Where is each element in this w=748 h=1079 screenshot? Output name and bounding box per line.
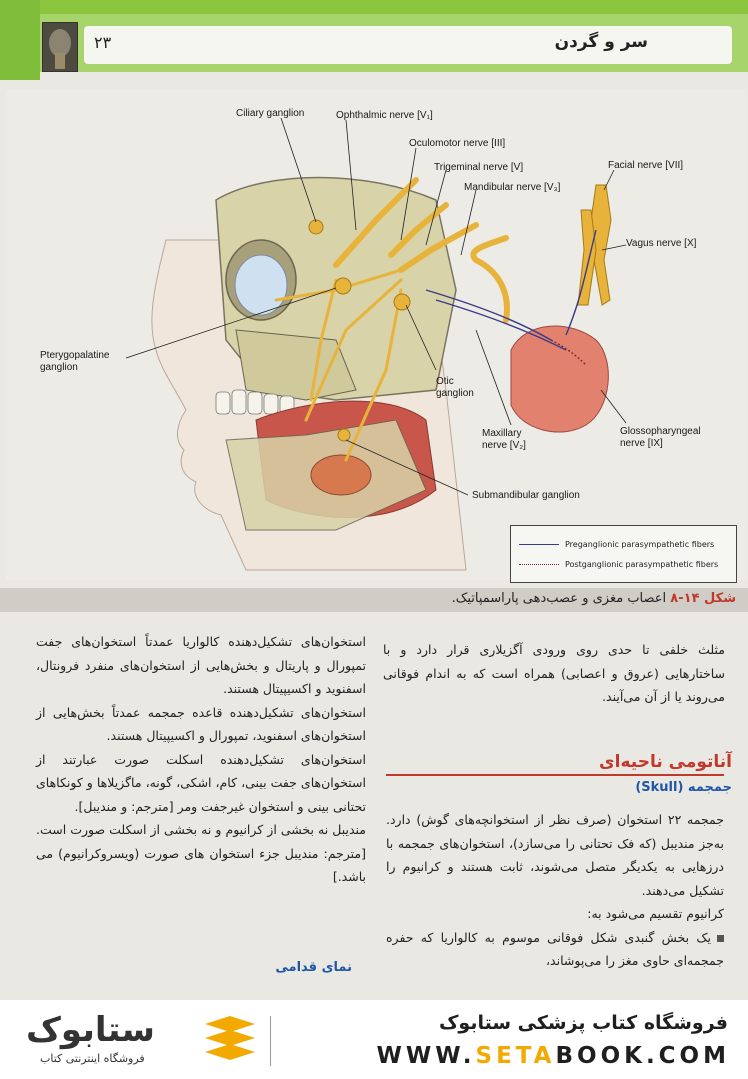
store-url-suffix: BOOK.COM bbox=[555, 1043, 730, 1069]
label-pterygopalatine-line1: Pterygopalatine bbox=[40, 350, 110, 361]
book-stack-icon bbox=[200, 1014, 260, 1068]
label-ophthalmic-nerve: Ophthalmic nerve [V₁] bbox=[336, 110, 433, 121]
logo-divider bbox=[270, 1016, 271, 1066]
label-vagus-nerve: Vagus nerve [X] bbox=[626, 238, 697, 249]
figure-caption bbox=[452, 591, 736, 606]
store-name: فروشگاه کتاب پزشکی ستابوک bbox=[438, 1012, 728, 1034]
anatomy-figure bbox=[6, 90, 746, 580]
label-otic-line2: ganglion bbox=[436, 388, 474, 399]
chapter-title: سر و گردن bbox=[554, 32, 648, 52]
dotted-line-swatch bbox=[519, 564, 559, 565]
header-green-strip bbox=[0, 0, 748, 14]
paragraph-cranium-division: کرانیوم تقسیم می‌شود به: bbox=[587, 906, 724, 921]
legend-postganglionic-label: Postganglionic parasympathetic fibers bbox=[565, 560, 719, 569]
store-logo: ستابوک bbox=[26, 1010, 155, 1050]
label-otic-line1: Otic bbox=[436, 376, 454, 387]
chapter-thumbnail-image bbox=[42, 22, 78, 72]
label-submandibular-ganglion: Submandibular ganglion bbox=[472, 490, 580, 501]
label-trigeminal-nerve: Trigeminal nerve [V] bbox=[434, 162, 524, 173]
text-column-left bbox=[36, 630, 366, 889]
label-otic-ganglion bbox=[436, 376, 474, 400]
store-url-accent: SETA bbox=[475, 1043, 556, 1069]
figure-legend bbox=[510, 525, 737, 583]
label-ciliary-ganglion: Ciliary ganglion bbox=[236, 108, 305, 119]
store-url[interactable] bbox=[377, 1043, 730, 1069]
store-logo-subtitle: فروشگاه اینترنتی کتاب bbox=[40, 1052, 145, 1065]
store-url-prefix: WWW. bbox=[376, 1043, 476, 1069]
section-heading-regional-anatomy: آناتومی ناحیه‌ای bbox=[599, 752, 732, 772]
page-number: ۲۳ bbox=[94, 33, 112, 52]
subheading-skull: جمجمه (Skull) bbox=[635, 780, 732, 795]
paragraph-cranial-base-bones: استخوان‌های تشکیل‌دهنده قاعده جمجمه عمدتاً بخش‌هایی از استخوان‌های اسفنوید، تمپورال و اکسیپیتال هستند. bbox=[36, 704, 366, 743]
subheading-anterior-view: نمای قدامی bbox=[275, 960, 352, 975]
header-green-corner bbox=[0, 0, 40, 80]
legend-preganglionic bbox=[519, 540, 714, 549]
label-mandibular-nerve: Mandibular nerve [V₃] bbox=[464, 182, 561, 193]
bullet-calvaria bbox=[386, 926, 724, 973]
label-maxillary-nerve bbox=[482, 428, 526, 452]
section-divider bbox=[386, 774, 724, 776]
label-pterygopalatine-line2: ganglion bbox=[40, 362, 78, 373]
legend-postganglionic bbox=[519, 560, 718, 569]
label-facial-nerve: Facial nerve [VII] bbox=[608, 160, 684, 171]
label-maxillary-line2: nerve [V₂] bbox=[482, 440, 526, 451]
label-glossopharyngeal-line2: nerve [IX] bbox=[620, 438, 663, 449]
paragraph-mandible: مندیبل نه بخشی از کرانیوم و نه بخشی از اسکلت صورت است. [مترجم: مندیبل جزء استخوان های صورت (ویسروکرانیوم) می باشد.] bbox=[36, 822, 366, 884]
text-column-right-bottom bbox=[386, 808, 724, 973]
paragraph-skull-bones: جمجمه ۲۲ استخوان (صرف نظر از استخوانچه‌های گوش) دارد. به‌جز مندیبل (که فک تحتانی را می‌سازد)، استخوان‌های جمجمه با درزهایی به یکدیگر متصل می‌شوند، ثابت هستند و کرانیوم را تشکیل می‌دهند. bbox=[386, 812, 724, 898]
figure-caption-text: اعصاب مغزی و عصب‌دهی پاراسمپاتیک. bbox=[451, 591, 667, 606]
solid-line-swatch bbox=[519, 544, 559, 545]
legend-preganglionic-label: Preganglionic parasympathetic fibers bbox=[565, 540, 715, 549]
bullet-calvaria-text: یک بخش گنبدی شکل فوقانی موسوم به کالواریا که حفره جمجمه‌ای حاوی مغز را می‌پوشاند، bbox=[386, 929, 724, 968]
label-maxillary-line1: Maxillary bbox=[482, 428, 522, 439]
paragraph-posterior-triangle: مثلث خلفی تا حدی روی ورودی آگزیلاری قرار دارد و با ساختارهایی (عروق و اعصابی) همراه است که به اندام فوقانی می‌روند یا از آن می‌آیند. bbox=[383, 642, 725, 704]
paragraph-calvaria-bones: استخوان‌های تشکیل‌دهنده کالواریا عمدتاً استخوان‌های جفت تمپورال و پاریتال و بخش‌هایی از استخوان‌های منفرد فرونتال، اسفنوید و اکسیپیتال هستند. bbox=[36, 634, 366, 696]
label-glossopharyngeal-nerve bbox=[620, 426, 701, 450]
figure-number: شکل ۱۴-۸ bbox=[670, 591, 736, 606]
label-glossopharyngeal-line1: Glossopharyngeal bbox=[620, 426, 701, 437]
label-oculomotor-nerve: Oculomotor nerve [III] bbox=[409, 138, 506, 149]
paragraph-facial-skeleton: استخوان‌های تشکیل‌دهنده اسکلت صورت عبارتند از استخوان‌های جفت بینی، کام، اشکی، گونه، ماگزیلاها و کونکاهای تحتانی بینی و استخوان غیرجفت ومر [مترجم: و مندیبل]. bbox=[36, 751, 366, 814]
label-pterygopalatine-ganglion bbox=[40, 350, 110, 374]
text-column-right-top bbox=[383, 638, 725, 709]
bullet-icon bbox=[717, 935, 724, 942]
